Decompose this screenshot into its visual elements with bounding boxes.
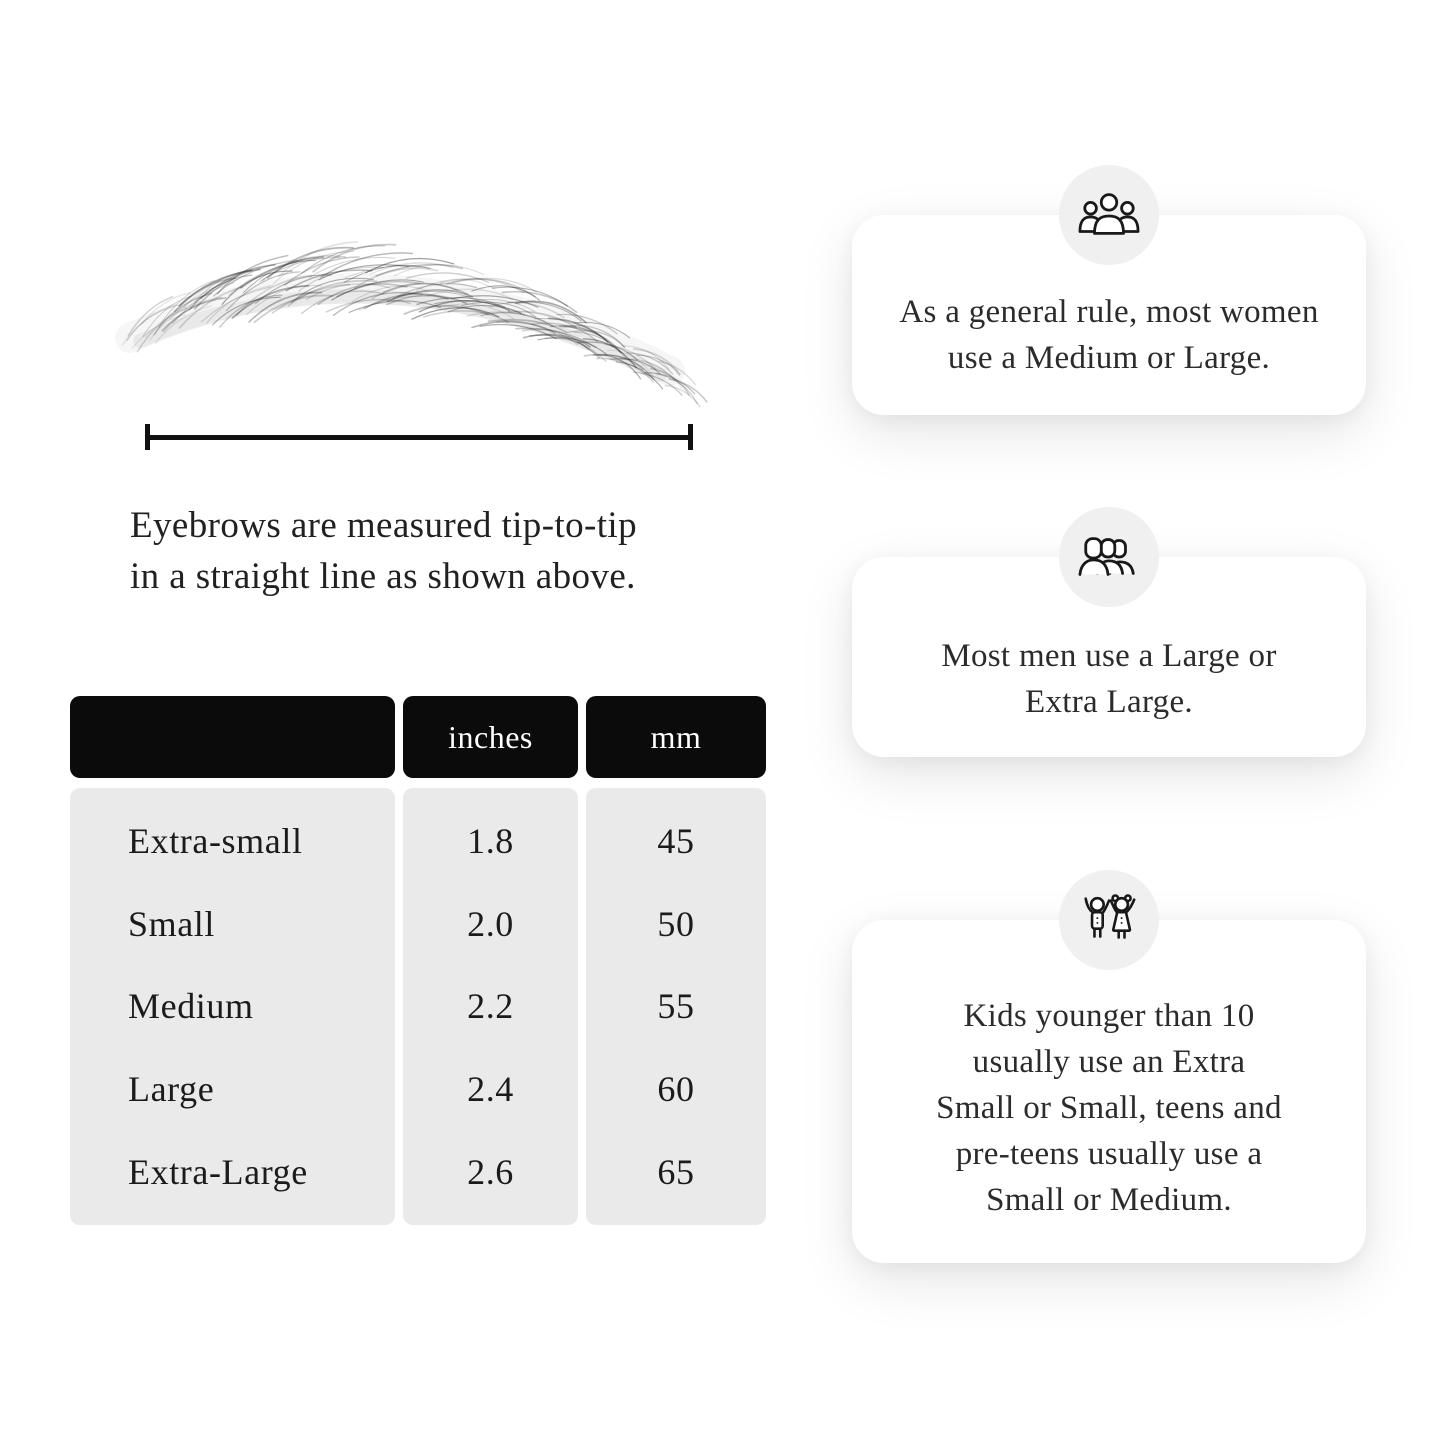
table-row-label: Medium [128,986,254,1027]
card-text-line: usually use an Extra [972,1044,1246,1080]
info-card-women [852,215,1366,415]
table-row-label: Extra-Large [128,1151,308,1192]
header-cell-blank [70,696,395,778]
card-text-line: Small or Medium. [986,1182,1232,1218]
header-cell-mm: mm [586,696,766,778]
table-row-label: Large [128,1069,215,1110]
size-column-labels [70,788,395,1225]
table-cell-mm: 65 [657,1151,695,1192]
caption-line-1: Eyebrows are measured tip-to-tip [130,505,637,546]
card-text-line: Small or Small, teens and [936,1090,1282,1126]
measurement-line [145,424,693,450]
men-group-icon [1078,529,1140,585]
card-icon-badge [1059,507,1159,607]
card-icon-badge [1059,870,1159,970]
eyebrow-illustration [100,243,740,413]
table-cell-mm: 60 [657,1069,695,1110]
table-row-label: Extra-small [128,821,303,862]
card-text-line: Extra Large. [1025,684,1193,720]
card-text [852,289,1366,381]
card-text-line: pre-teens usually use a [955,1136,1263,1172]
size-column-mm [586,788,766,1225]
table-cell-inches: 2.2 [467,986,514,1027]
table-row-label: Small [128,903,216,944]
measurement-caption [130,500,750,602]
table-cell-mm: 50 [657,903,695,944]
women-group-icon [1078,187,1140,243]
info-card-kids [852,920,1366,1263]
card-icon-badge [1059,165,1159,265]
card-text-line: Most men use a Large or [941,638,1277,674]
table-cell-inches: 2.0 [467,903,514,944]
table-cell-inches: 2.6 [467,1151,514,1192]
info-card-men [852,557,1366,757]
card-text-line: Kids younger than 10 [963,998,1255,1034]
measurement-line-right-cap [688,424,693,450]
kids-icon [1078,892,1140,948]
header-cell-inches: inches [403,696,578,778]
card-text-line: use a Medium or Large. [947,340,1271,376]
size-table-body [70,788,766,1225]
card-text-line: As a general rule, most women [899,294,1319,330]
table-cell-inches: 2.4 [467,1069,514,1110]
caption-line-2: in a straight line as shown above. [130,556,636,597]
card-text [852,993,1366,1223]
size-column-inches [403,788,578,1225]
size-table [70,696,766,1225]
card-text [852,633,1366,725]
size-table-header [70,696,766,778]
table-cell-mm: 55 [657,986,695,1027]
table-cell-inches: 1.8 [467,821,514,862]
table-cell-mm: 45 [657,821,695,862]
measurement-line-bar [150,435,688,440]
